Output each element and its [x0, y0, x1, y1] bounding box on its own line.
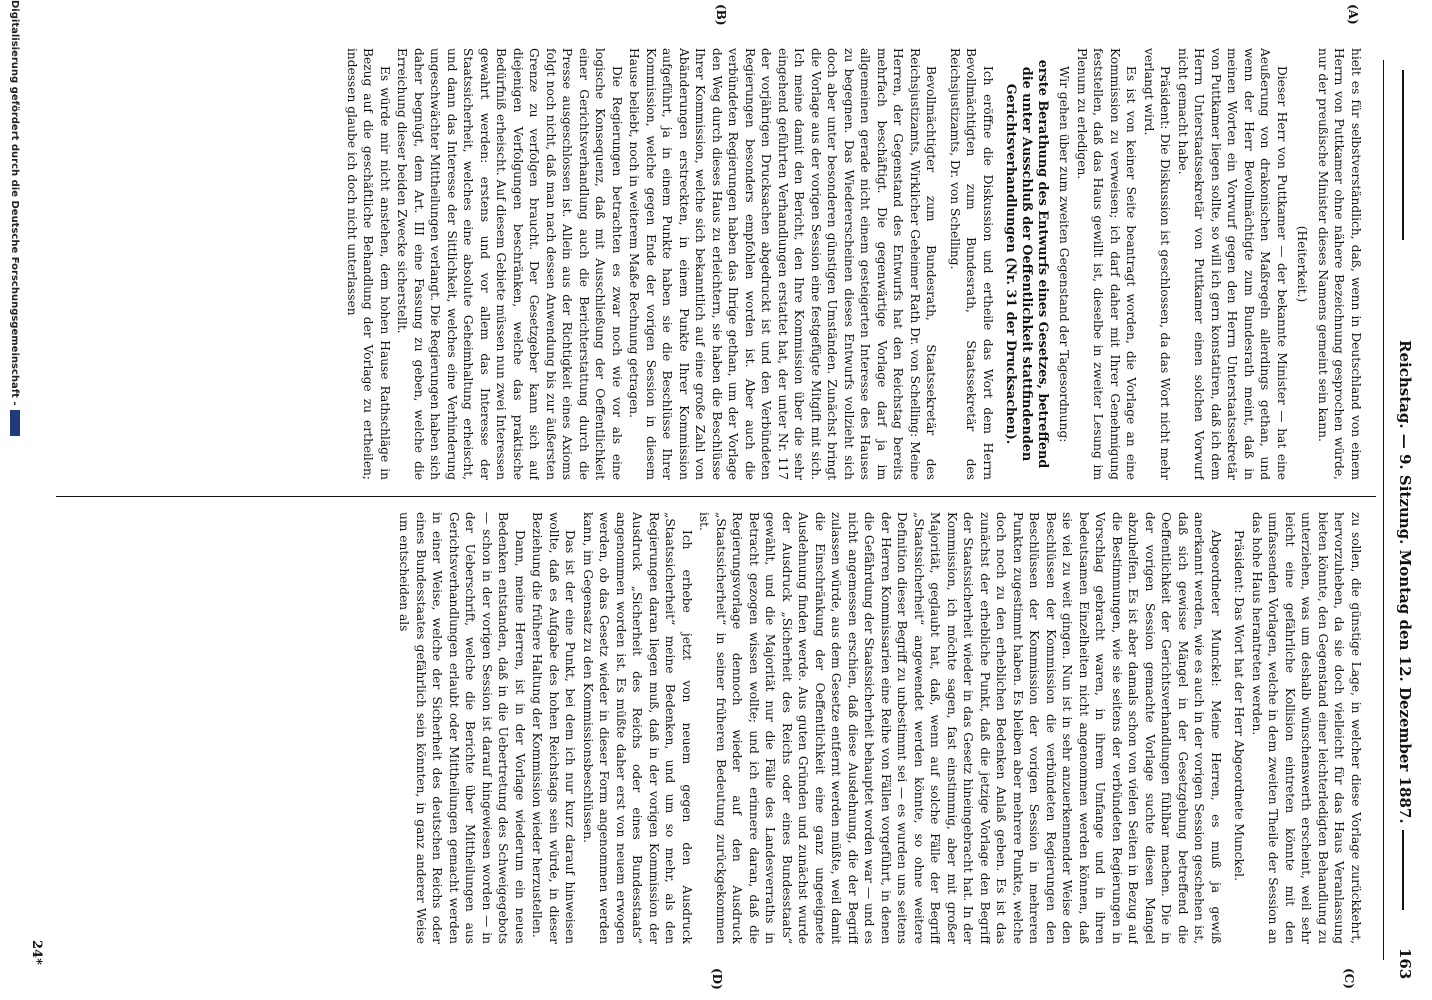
- paragraph: Ich eröffne die Diskussion und ertheile das Wort dem Herrn Bevollmächtigten zum Bundesrath, Staatssekretär des Reichsjustizamts, Dr. von Schelling.: [948, 48, 995, 480]
- margin-marker-a: (A): [1346, 4, 1360, 25]
- left-text-column: [60, 48, 1364, 480]
- margin-marker-b: (B): [714, 4, 728, 26]
- paragraph: Es würde mir nicht anstehen, dem hohen Hause Rathschläge in Bezug auf die geschäftliche Behandlung der Vorlage zu ertheilen; indessen glaube ich doch nicht unterlassen: [345, 48, 392, 480]
- paragraph: Dann, meine Herren, ist in der Vorlage wiederum ein neues Bedenken entstanden, daß in die Uebertretung des Schweigegebots — schon in der vorigen Session ist darauf hingewiesen worden — in der Ueberschrift, welche die Berichte über Mittheilungen aus Gerichtsverhandlungen erlaubt oder Mittheilungen gemacht werden in einer Weise, welche der Sicherheit des deutschen Reichs oder eines Bundesstaates gefährlich sein könnten, in ganz anderer Weise um entscheiden als: [397, 512, 527, 944]
- paragraph: hielt es für selbstverständlich, daß, wenn in Deutschland von einem Herrn von Puttkamer ohne nähere Bezeichnung gesprochen würde, nur der preußische Minister dieses Namens gemeint sein kann.: [1316, 48, 1363, 480]
- paragraph-gap: [940, 48, 946, 480]
- margin-marker-d: (D): [710, 968, 724, 990]
- margin-marker-c: (C): [1342, 968, 1356, 989]
- agenda-heading: erste Berathung des Entwurfs eines Gesetzes, betreffend die unter Ausschluß der Oeffentlichkeit stattfindenden Gerichtsverhandlungen (Nr. 31 der Drucksachen).: [1003, 59, 1050, 469]
- header-rule-right: [1402, 830, 1404, 910]
- paragraph-gap: [1224, 512, 1230, 944]
- right-text-column: [60, 512, 1364, 944]
- paragraph: Das ist der eine Punkt, bei dem ich nur kurz darauf hinweisen wollte, daß es Aufgabe des hohen Reichstags sein würde, in dieser Beziehung die frühere Haltung der Kommission wieder herzustellen.: [530, 512, 578, 944]
- paragraph: Präsident: Das Wort hat der Herr Abgeordnete Munckel.: [1232, 530, 1247, 881]
- dfg-logo-icon: [10, 410, 20, 436]
- paragraph: Abgeordneter Munckel: Meine Herren, es muß ja gewiß anerkannt werden, wie es auch in der vorigen Session geschehen ist, daß sich gewisse Mängel in der Gesetzgebung betreffend die Oeffentlichkeit der Gerichtsverhandlungen fühlbar machen. Die in der vorigen Session gemachte Vorlage suchte diesen Mangel abzuhelfen. Es ist aber damals schon von vielen Seiten in Bezug auf die Bestimmungen, wie sie seitens der verbündeten Regierungen in Vorschlag gebracht waren, in ihrem Umfange und in ihren bedeutsamen Einzelheiten nicht angenommen werden können, daß sie viel zu weit gingen. Nun ist in sehr anzuerkennender Weise den Beschlüssen der Kommission die verbündeten Regierungen den Beschlüssen der Kommission der vorigen Session in mehreren Punkten zugestimmt haben. Es bleiben aber mehrere Punkte, welche doch noch zu den erheblichen Bedenken Anlaß geben. Es ist das zunächst der erhebliche Punkt, daß die jetzige Vorlage den Begriff der Staatssicherheit wieder in das Gesetz hineingebracht hat. In der Kommission, ich möchte sagen, fast einstimmig, aber mit großer Majorität, geglaubt hat, daß, wenn auf solche Fälle der Begriff „Staatssicherheit“ angewendet werden könnte, so ohne weitere Definition dieser Begriff zu unbestimmt sei — es wurden uns seitens der Herren Kommissarien eine Reihe von Fällen vorgeführt, in denen die Gefährdung der Staatssicherheit behauptet worden war — und es nicht angemessen erschien, daß diese Ausdehnung, die der Begriff zulassen würde, aus dem Gesetze entfernt werden müßte, weil damit die Einschränkung der Oeffentlichkeit eine ganz ungeeignete Ausdehnung finden werde. Aus guten Gründen und zunächst wurde der Ausdruck „Sicherheit des Reichs oder eines Bundesstaats“ gewählt, und die Majorität nur die Fälle des Landesverraths in Betracht gezogen wissen wollte; und ich erinnere daran, daß die Regierungsvorlage dennoch wieder auf den Ausdruck „Staatssicherheit“ in seiner früheren Bedeutung zurückgekommen ist.: [697, 512, 1223, 944]
- page-number: 163: [1396, 948, 1414, 980]
- paragraph: Es ist von keiner Seite beantragt worden, die Vorlage an eine Kommission zu verweisen; ich darf daher mit Ihrer Genehmigung feststellen, daß das Haus gewillt ist, dieselbe in zweiter Lesung im Plenum zu erledigen.: [1075, 48, 1139, 480]
- paragraph: Ich erhebe jetzt von neuem gegen den Ausdruck „Staatssicherheit“ meine Bedenken, und um so mehr, als den Regierungen daran liegen muß, daß in der vorigen Kommission der Ausdruck „Sicherheit des Reichs oder eines Bundesstaats“ angenommen worden ist. Es müßte daher erst von neuem erwogen werden, ob das Gesetz wieder in dieser Form angenommen werden kann, im Gegensatz zu den Kommissionsbeschlüssen.: [581, 512, 694, 944]
- paragraph: Wir gehen über zum zweiten Gegenstand der Tagesordnung:: [1057, 66, 1072, 443]
- column-divider: [56, 496, 1376, 497]
- paragraph: Dieser Herr von Puttkamer — der bekannte Minister — hat eine Aeußerung von drakonischen Maßregeln allerdings gethan, und wenn der Herr Bevollmächtigte zum Bundesrath meint, daß in meinen Worten ein Vorwurf gegen den Herrn Unterstaatssekretär von Puttkamer liegen sollte, so will ich gern konstatiren, daß ich dem Herrn Unterstaatssekretär von Puttkamer einen solchen Vorwurf nicht gemacht habe.: [1176, 48, 1289, 480]
- paragraph: Bevollmächtigter zum Bundesrath, Staatssekretär des Reichsjustizamts, Wirklicher Geheimer Rath Dr. von Schelling: Meine Herren, der Gegenstand des Entwurfs hat den Reichstag bereits mehrfach beschäftigt. Die gegenwärtige Vorlage darf ja im allgemeinen gerade nicht einem gesteigerten Interesse des Hauses zu begegnen. Das Wiedererscheinen dieses Entwurfs vollzieht sich doch aber unter besonderen günstigen Umständen. Zunächst bringt die Vorlage aus der vorigen Session eine festgefügte Mitgift mit sich. Ich meine damit den Bericht, den Ihre Kommission über die sehr eingehend geführten Verhandlungen erstattet hat, der unter Nr. 117 der vorjährigen Drucksachen abgedruckt ist und den Verbündeten Regierungen besonders empfohlen worden ist. Aber auch die verbündeten Regierungen haben das Ihrige gethan, um der Vorlage den Weg durch dieses Haus zu erleichtern, sie haben die Beschlüsse Ihrer Kommission, welche sich bekanntlich auf eine große Zahl von Abänderungen erstreckten, in einem Punkte Ihrer Kommission aufgeführt, ja in einem Punkte haben sie die Beschlüsse Ihrer Kommission, welche gegen Ende der vorigen Session in diesem Hause beliebt, noch in weiterem Maße Rechnung getragen.: [627, 48, 939, 480]
- signature-mark: 24*: [29, 940, 44, 965]
- digitization-credit: [9, 0, 20, 436]
- paragraph: Präsident: Die Diskussion ist geschlossen, da das Wort nicht mehr verlangt wird.: [1142, 48, 1173, 480]
- stage-direction: (Heiterkeit.): [1295, 225, 1310, 303]
- paragraph: Die Regierungen betrachten es zwar noch wie vor als eine logische Konsequenz, daß mit Ausschließung der Oeffentlichkeit einer Gerichtsverhandlung auch die Berichterstattung durch die Presse ausgeschlossen ist. Allein aus der Richtigkeit eines Axioms folgt noch nicht, daß man nach dessen Anwendung bis zur äußersten Grenze zu verfolgen braucht. Der Gesetzgeber kann sich auf diejenigen Verfolgungen beschränken, welche das praktische Bedürfniß erheischt. Auf diesem Gebiete müssen nun zwei Interessen gewahrt werden: erstens und vor allem das Interesse der Staatssicherheit, welches eine absolute Geheimhaltung erheischt, und dann das Interesse der Sittlichkeit, welches eine Verhinderung ungeschwächter Mittheilungen verlangt. Die Regierungen haben sich daher begnügt, dem Art. III eine Fassung zu geben, welche die Erreichung dieser beiden Zwecke sicherstellt.: [395, 48, 624, 480]
- header-underline: [1383, 60, 1384, 960]
- page-header: Reichstag. — 9. Sitzung. Montag den 12. Dezember 1887.: [1396, 340, 1414, 824]
- header-rule-left: [1402, 70, 1404, 240]
- credit-text: Digitalisierung gefördert durch die Deutsche Forschungsgemeinschaft -: [9, 0, 20, 406]
- paragraph: zu sollen, die günstige Lage, in welcher diese Vorlage zurückkehrt, hervorzuheben, da sie doch vielleicht für das Haus Veranlassung bieten könnte, den Gegenstand einer leichterledigten Behandlung zu unterziehen, was um deshalb wünschenswerth erscheint, weil sehr leicht eine gefährliche Kollision eintreten könnte mit den umfassenden Vorlagen, welche in dem zweiten Theile der Session an das hohe Haus herantreten werden.: [1250, 512, 1363, 944]
